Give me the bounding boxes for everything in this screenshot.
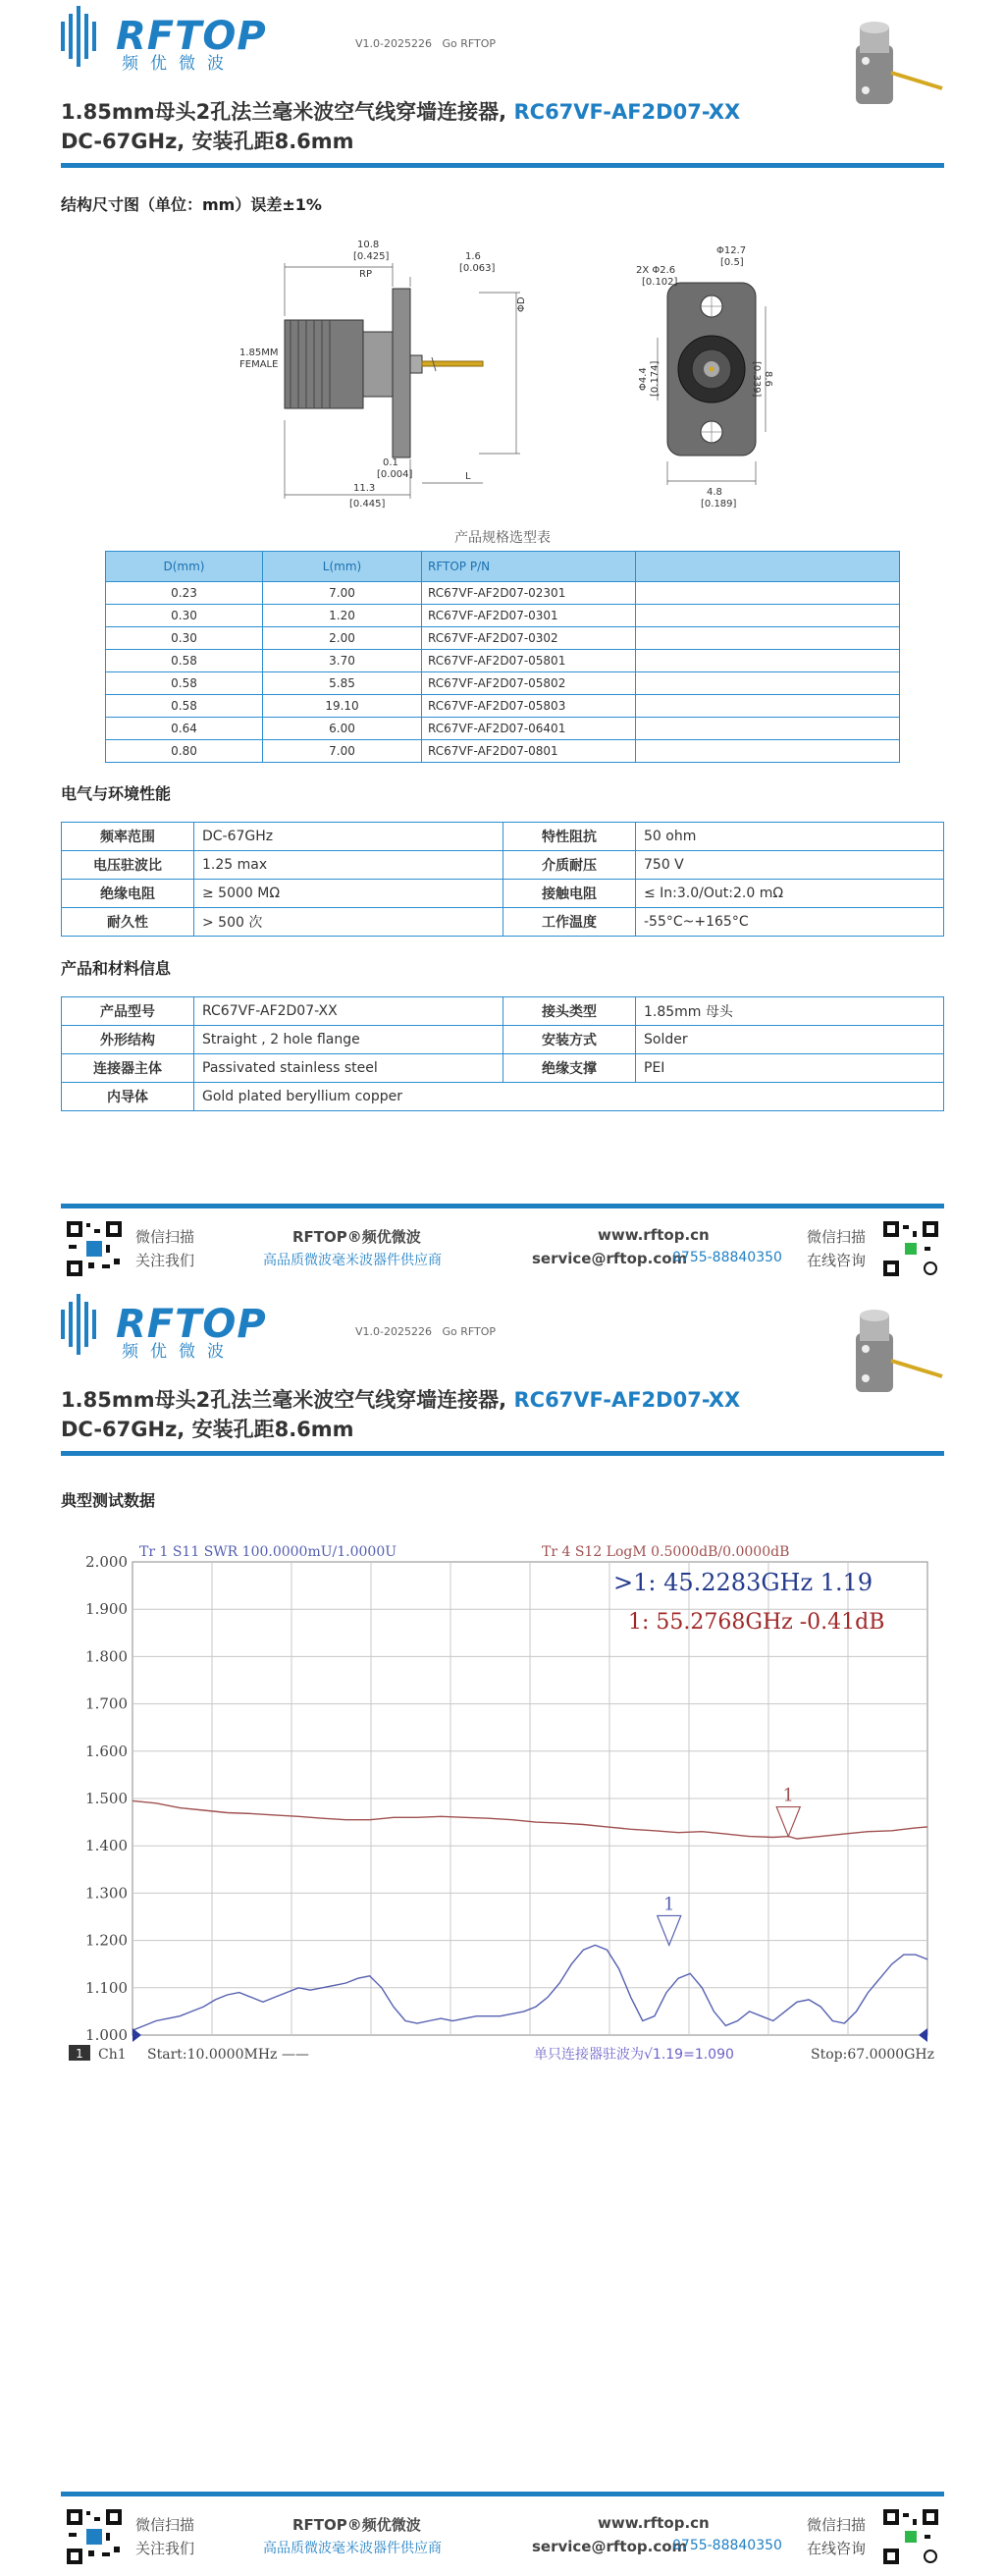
spec-table-header [106, 552, 900, 582]
footer-rule [61, 2492, 944, 2496]
table-row [62, 1083, 944, 1111]
channel-badge-label: 1 [76, 2047, 83, 2061]
kv-value: 1.25 max [194, 851, 503, 880]
cell-pn: RC67VF-AF2D07-05802 [422, 672, 636, 695]
dim-0-1-inch: [0.004] [377, 469, 413, 480]
spec-table [105, 551, 900, 763]
material-table [61, 996, 944, 1111]
cell-empty [636, 695, 900, 718]
cell-pn: RC67VF-AF2D07-05803 [422, 695, 636, 718]
dim-4-8: 4.8 [707, 487, 722, 498]
vswr-note: 单只连接器驻波为√1.19=1.090 [534, 2047, 734, 2063]
dim-phi-12-7-inch: [0.5] [720, 257, 744, 268]
footer-slogan: 高品质微波毫米波器件供应商 [263, 1253, 442, 1268]
footer-wechat-scan: 微信扫描 [135, 2516, 195, 2534]
logo-text: RFTOP [116, 1302, 267, 1347]
version: V1.0-2025226 Go RFTOP [355, 37, 497, 50]
cell-d: 0.64 [106, 718, 263, 740]
kv-key: 安装方式 [503, 1026, 636, 1054]
table-row [106, 650, 900, 672]
front-view [667, 283, 756, 456]
footer-slogan: 高品质微波毫米波器件供应商 [263, 2541, 442, 2556]
kv-key: 外形结构 [62, 1026, 194, 1054]
channel-name: Ch1 [98, 2047, 127, 2063]
footer-wechat-scan-2: 微信扫描 [807, 1228, 867, 1246]
table-row [106, 627, 900, 650]
cell-l: 7.00 [263, 740, 422, 763]
kv-value: RC67VF-AF2D07-XX [194, 997, 503, 1026]
start-label: Start:10.0000MHz —— [147, 2047, 309, 2063]
kv-value: 1.85mm 母头 [636, 997, 944, 1026]
col-pn: RFTOP P/N [422, 552, 636, 582]
cell-d: 0.30 [106, 627, 263, 650]
kv-key: 接头类型 [503, 997, 636, 1026]
cell-d: 0.58 [106, 650, 263, 672]
footer-phone: 0755-88840350 [672, 1250, 782, 1265]
connector-photo-icon [826, 1306, 944, 1423]
cell-empty [636, 605, 900, 627]
marker4-readout: 1: 55.2768GHz -0.41dB [628, 1610, 885, 1635]
cell-d: 0.80 [106, 740, 263, 763]
kv-key: 绝缘支撑 [503, 1054, 636, 1083]
kv-key: 耐久性 [62, 908, 194, 937]
cell-l: 1.20 [263, 605, 422, 627]
y-tick-label: 1.500 [85, 1790, 128, 1807]
kv-value: PEI [636, 1054, 944, 1083]
dim-rp: RP [359, 269, 372, 280]
dim-phi-4-4: Φ4.4 [638, 367, 649, 391]
connector-photo-icon [826, 18, 944, 135]
footer-consult: 在线咨询 [807, 2540, 867, 2557]
y-tick-label: 1.200 [85, 1931, 128, 1950]
product-title: 1.85mm母头2孔法兰毫米波空气线穿墙连接器, RC67VF-AF2D07-XX [61, 1388, 741, 1412]
kv-key: 连接器主体 [62, 1054, 194, 1083]
header-rule [61, 163, 944, 168]
cell-empty [636, 718, 900, 740]
table-row [62, 851, 944, 880]
footer-email[interactable]: service@rftop.com [532, 1250, 688, 1267]
electrical-table [61, 822, 944, 937]
marker1-readout: >1: 45.2283GHz 1.19 [613, 1569, 873, 1596]
dim-hole: 2X Φ2.6 [636, 265, 676, 276]
dim-8-6-inch: [0.339] [751, 361, 762, 398]
footer-website[interactable]: www.rftop.cn [598, 2514, 710, 2532]
table-row [106, 718, 900, 740]
kv-key: 工作温度 [503, 908, 636, 937]
kv-key: 产品型号 [62, 997, 194, 1026]
table-row [62, 880, 944, 908]
footer-wechat-scan-2: 微信扫描 [807, 2516, 867, 2534]
cell-d: 0.23 [106, 582, 263, 605]
footer-brand: RFTOP®频优微波 [292, 2516, 421, 2534]
cell-pn: RC67VF-AF2D07-0302 [422, 627, 636, 650]
col-d: D(mm) [106, 552, 263, 582]
table-row [106, 740, 900, 763]
cell-pn: RC67VF-AF2D07-05801 [422, 650, 636, 672]
marker-label: 1 [782, 1785, 794, 1806]
y-tick-label: 1.600 [85, 1742, 128, 1760]
kv-value: 50 ohm [636, 823, 944, 851]
section-title-electrical: 电气与环境性能 [61, 784, 172, 803]
cell-pn: RC67VF-AF2D07-02301 [422, 582, 636, 605]
qr-code-icon [65, 2507, 124, 2566]
dim-l: L [465, 471, 471, 482]
version: V1.0-2025226 Go RFTOP [355, 1325, 497, 1338]
cell-empty [636, 740, 900, 763]
kv-value: Passivated stainless steel [194, 1054, 503, 1083]
dim-1-6-inch: [0.063] [459, 263, 496, 274]
kv-value: Gold plated beryllium copper [194, 1083, 944, 1111]
y-tick-label: 1.400 [85, 1837, 128, 1855]
footer-rule [61, 1204, 944, 1208]
logo-text: RFTOP [116, 14, 267, 59]
cell-pn: RC67VF-AF2D07-06401 [422, 718, 636, 740]
table-row [106, 605, 900, 627]
footer-brand: RFTOP®频优微波 [292, 1228, 421, 1246]
test-data-chart [61, 1536, 944, 2076]
table-row [106, 582, 900, 605]
table-row [62, 997, 944, 1026]
footer-consult: 在线咨询 [807, 1252, 867, 1269]
stop-label: Stop:67.0000GHz [811, 2047, 934, 2063]
dim-phi-4-4-inch: [0.174] [650, 360, 661, 397]
cell-l: 3.70 [263, 650, 422, 672]
kv-value: Solder [636, 1026, 944, 1054]
table-row [62, 908, 944, 937]
kv-value: DC-67GHz [194, 823, 503, 851]
cell-d: 0.58 [106, 672, 263, 695]
footer-website[interactable]: www.rftop.cn [598, 1226, 710, 1244]
cell-l: 19.10 [263, 695, 422, 718]
kv-key: 接触电阻 [503, 880, 636, 908]
table-row [62, 1026, 944, 1054]
kv-value: ≤ In:3.0/Out:2.0 mΩ [636, 880, 944, 908]
cell-l: 2.00 [263, 627, 422, 650]
y-tick-label: 1.300 [85, 1884, 128, 1903]
product-subtitle: DC-67GHz, 安装孔距8.6mm [61, 130, 354, 153]
spec-table-caption: 产品规格选型表 [454, 530, 551, 546]
rftop-logo [61, 1294, 267, 1362]
table-row [62, 823, 944, 851]
dim-0-1: 0.1 [383, 457, 398, 468]
y-tick-label: 1.800 [85, 1647, 128, 1666]
product-title: 1.85mm母头2孔法兰毫米波空气线穿墙连接器, RC67VF-AF2D07-XX [61, 100, 741, 124]
qr-code-consult-icon [881, 1219, 940, 1278]
logo-cn: 频优微波 [122, 1342, 236, 1362]
cell-l: 6.00 [263, 718, 422, 740]
cell-pn: RC67VF-AF2D07-0301 [422, 605, 636, 627]
y-tick-label: 2.000 [85, 1553, 128, 1571]
trace4-label: Tr 4 S12 LogM 0.5000dB/0.0000dB [542, 1544, 790, 1560]
side-view [285, 289, 483, 457]
dim-hole-inch: [0.102] [642, 277, 678, 288]
footer-phone: 0755-88840350 [672, 2538, 782, 2553]
kv-key: 频率范围 [62, 823, 194, 851]
dim-10-8: 10.8 [357, 240, 380, 250]
footer-email[interactable]: service@rftop.com [532, 2538, 688, 2555]
dim-11-3: 11.3 [353, 483, 376, 494]
logo-bars-icon [61, 6, 120, 71]
y-tick-label: 1.100 [85, 1978, 128, 1997]
logo-bars-icon [61, 1294, 120, 1359]
dimension-drawing [226, 234, 775, 518]
product-subtitle: DC-67GHz, 安装孔距8.6mm [61, 1418, 354, 1441]
kv-value: 750 V [636, 851, 944, 880]
kv-value: -55°C~+165°C [636, 908, 944, 937]
section-title-test: 典型测试数据 [61, 1491, 156, 1510]
cell-empty [636, 582, 900, 605]
dim-10-8-inch: [0.425] [353, 251, 390, 262]
dim-8-6: 8.6 [763, 371, 773, 387]
dim-phi-12-7: Φ12.7 [716, 245, 747, 256]
section-title-dimension: 结构尺寸图（单位：mm）误差±1% [61, 195, 322, 214]
col-empty [636, 552, 900, 582]
table-row [62, 1054, 944, 1083]
kv-key: 特性阻抗 [503, 823, 636, 851]
cell-empty [636, 627, 900, 650]
y-tick-label: 1.900 [85, 1600, 128, 1619]
cell-l: 5.85 [263, 672, 422, 695]
y-tick-label: 1.700 [85, 1694, 128, 1713]
kv-key: 绝缘电阻 [62, 880, 194, 908]
rftop-logo [61, 6, 267, 74]
trace1-label: Tr 1 S11 SWR 100.0000mU/1.0000U [139, 1544, 397, 1560]
kv-value: ≥ 5000 MΩ [194, 880, 503, 908]
cell-d: 0.30 [106, 605, 263, 627]
label-female-1: 1.85MM [239, 348, 279, 358]
y-tick-label: 1.000 [85, 2026, 128, 2044]
marker-label: 1 [663, 1894, 675, 1915]
table-row [106, 672, 900, 695]
kv-value: Straight , 2 hole flange [194, 1026, 503, 1054]
label-female-2: FEMALE [239, 359, 279, 370]
section-title-material: 产品和材料信息 [61, 959, 172, 978]
col-l: L(mm) [263, 552, 422, 582]
table-row [106, 695, 900, 718]
header-rule [61, 1451, 944, 1456]
dim-1-6: 1.6 [465, 251, 481, 262]
footer-follow: 关注我们 [135, 2540, 195, 2557]
cell-l: 7.00 [263, 582, 422, 605]
cell-d: 0.58 [106, 695, 263, 718]
kv-key: 电压驻波比 [62, 851, 194, 880]
qr-code-icon [65, 1219, 124, 1278]
kv-key: 内导体 [62, 1083, 194, 1111]
kv-value: > 500 次 [194, 908, 503, 937]
cell-pn: RC67VF-AF2D07-0801 [422, 740, 636, 763]
dim-4-8-inch: [0.189] [701, 499, 737, 510]
cell-empty [636, 650, 900, 672]
footer-follow: 关注我们 [135, 1252, 195, 1269]
qr-code-consult-icon [881, 2507, 940, 2566]
kv-key: 介质耐压 [503, 851, 636, 880]
cell-empty [636, 672, 900, 695]
footer-wechat-scan: 微信扫描 [135, 1228, 195, 1246]
dim-11-3-inch: [0.445] [349, 499, 386, 510]
logo-cn: 频优微波 [122, 54, 236, 74]
dim-phi-d: ΦD [516, 296, 527, 312]
